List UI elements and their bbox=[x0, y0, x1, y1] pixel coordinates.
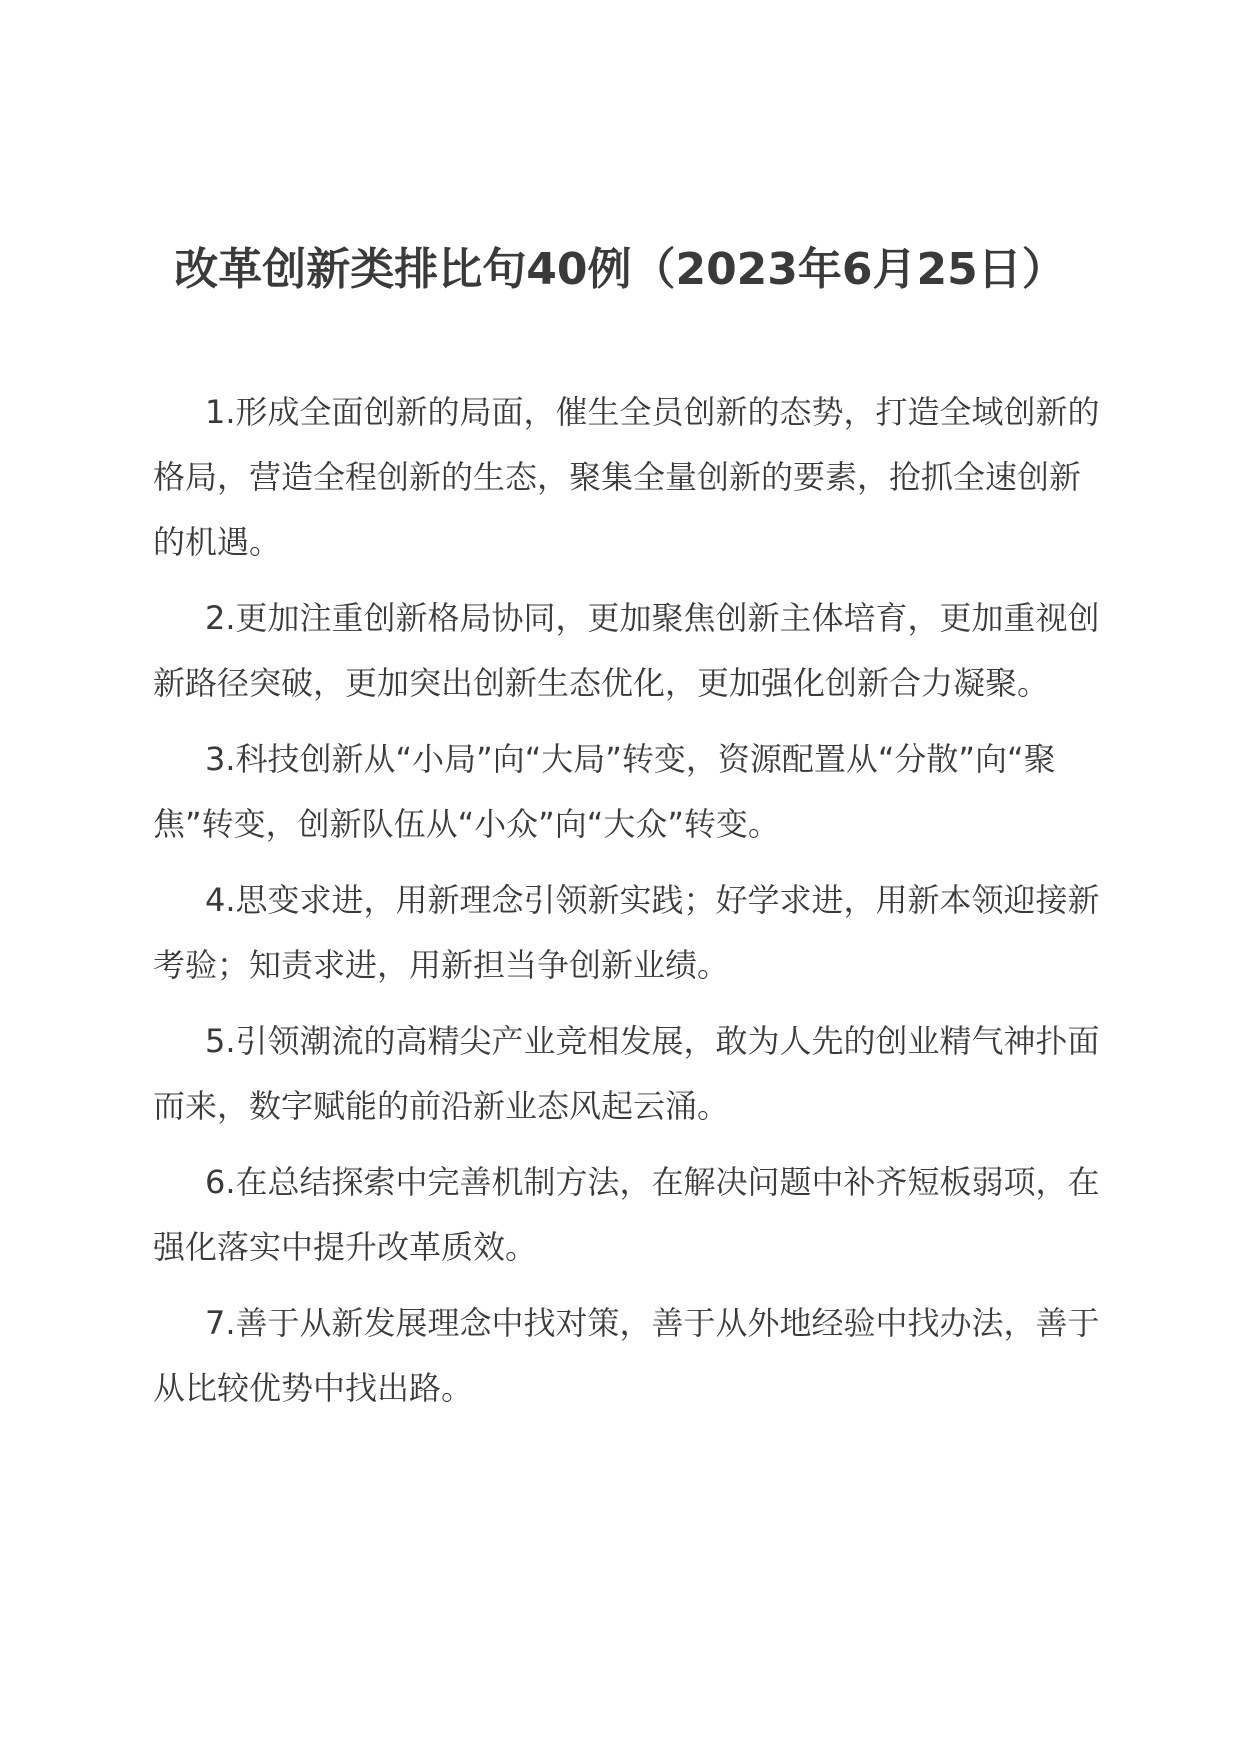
paragraph-4: 4.思变求进，用新理念引领新实践；好学求进，用新本领迎接新考验；知责求进，用新担当争创新业绩。 bbox=[153, 881, 1100, 984]
document-title: 改革创新类排比句40例（2023年6月25日） bbox=[174, 244, 1066, 295]
paragraph-7: 7.善于从新发展理念中找对策，善于从外地经验中找办法，善于从比较优势中找出路。 bbox=[153, 1304, 1100, 1407]
paragraph-1: 1.形成全面创新的局面，催生全员创新的态势，打造全域创新的格局，营造全程创新的生态，聚集全量创新的要素，抢抓全速创新的机遇。 bbox=[153, 393, 1100, 561]
paragraph-2: 2.更加注重创新格局协同，更加聚焦创新主体培育，更加重视创新路径突破，更加突出创新生态优化，更加强化创新合力凝聚。 bbox=[153, 599, 1100, 702]
paragraph-5: 5.引领潮流的高精尖产业竞相发展，敢为人先的创业精气神扑面而来，数字赋能的前沿新业态风起云涌。 bbox=[153, 1022, 1100, 1125]
paragraph-6: 6.在总结探索中完善机制方法，在解决问题中补齐短板弱项，在强化落实中提升改革质效。 bbox=[153, 1163, 1100, 1266]
document-body bbox=[153, 380, 1103, 1432]
paragraph-3: 3.科技创新从“小局”向“大局”转变，资源配置从“分散”向“聚焦”转变，创新队伍从“小众”向“大众”转变。 bbox=[153, 740, 1056, 843]
